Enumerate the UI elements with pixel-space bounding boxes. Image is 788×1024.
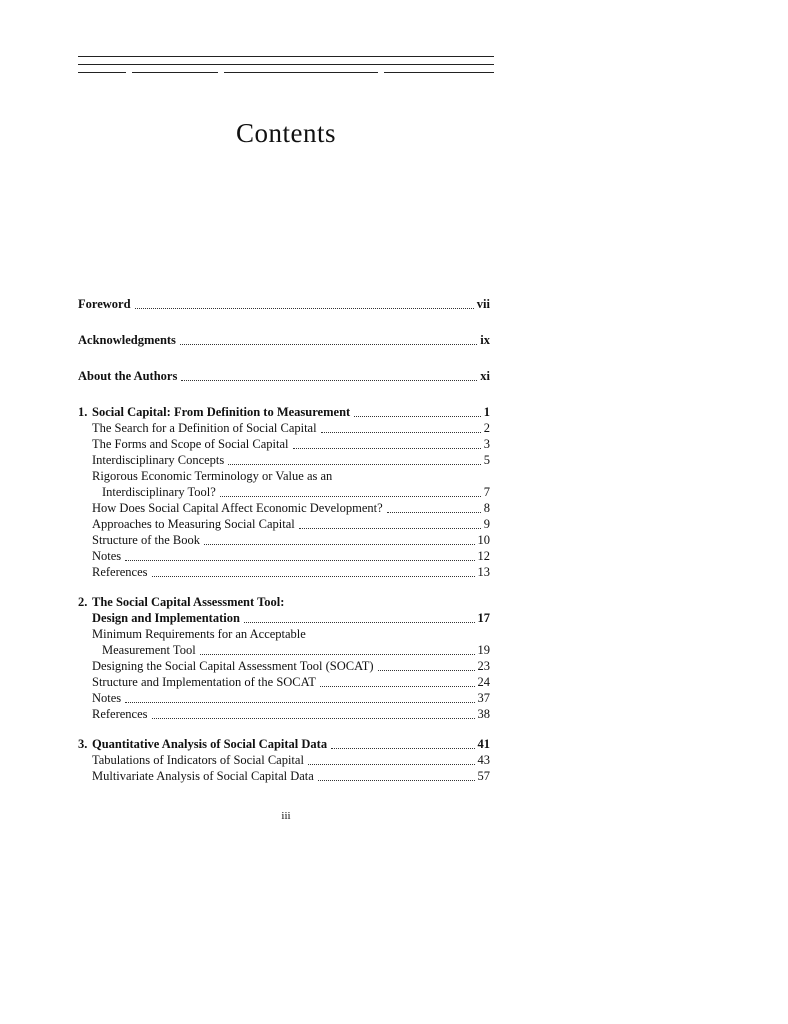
dot-leader: [125, 690, 474, 706]
chapter-title: The Social Capital Assessment Tool:: [92, 595, 285, 609]
toc-section-page: 7: [483, 485, 490, 499]
toc-entry-label: Foreword: [78, 297, 131, 311]
dot-leader: [320, 674, 475, 690]
toc-section-page: 23: [477, 659, 490, 673]
dot-leader: [387, 500, 481, 516]
toc-chapter-2[interactable]: [78, 610, 490, 626]
toc-section-label-line1[interactable]: Minimum Requirements for an Acceptable: [92, 627, 306, 641]
toc-section-label: Tabulations of Indicators of Social Capital: [92, 753, 304, 767]
chapter-title: Social Capital: From Definition to Measurement: [92, 405, 351, 419]
toc-section-label: Measurement Tool: [102, 643, 196, 657]
toc-section-page: 57: [477, 769, 490, 783]
toc-section-page: 8: [483, 501, 490, 515]
dot-leader: [125, 548, 474, 564]
toc-section-label: Notes: [92, 691, 122, 705]
dot-leader: [152, 706, 475, 722]
dot-leader: [378, 658, 475, 674]
dot-leader: [293, 436, 481, 452]
toc-entry-label: Acknowledgments: [78, 333, 176, 347]
toc-section[interactable]: [78, 452, 490, 468]
dot-leader: [228, 452, 480, 468]
header-rule-bottom: [78, 72, 494, 73]
toc-section-label: References: [92, 565, 148, 579]
toc-section-label: How Does Social Capital Affect Economic Development?: [92, 501, 383, 515]
toc-section-label: References: [92, 707, 148, 721]
toc-chapter-1[interactable]: [78, 404, 490, 420]
toc-section-label-line1[interactable]: Rigorous Economic Terminology or Value as an: [92, 469, 333, 483]
dot-leader: [135, 296, 474, 312]
toc-section-page: 13: [477, 565, 490, 579]
chapter-title: Design and Implementation: [92, 611, 240, 625]
toc-section-label: Interdisciplinary Tool?: [102, 485, 216, 499]
toc-chapter-2-title-line1[interactable]: [78, 594, 490, 610]
toc-section[interactable]: [78, 500, 490, 516]
chapter-number: 1.: [78, 405, 88, 419]
toc-section-page: 3: [483, 437, 490, 451]
table-of-contents: [78, 296, 490, 784]
toc-section-label: Interdisciplinary Concepts: [92, 453, 225, 467]
header-rules: [78, 54, 494, 76]
toc-section[interactable]: [78, 548, 490, 564]
toc-section-page: 43: [477, 753, 490, 767]
dot-leader: [331, 736, 474, 752]
toc-section[interactable]: [78, 516, 490, 532]
page-title: Contents: [235, 118, 336, 148]
toc-section-label: Approaches to Measuring Social Capital: [92, 517, 295, 531]
chapter-page: 17: [477, 611, 490, 625]
chapter-page: 1: [483, 405, 490, 419]
toc-section-page: 10: [477, 533, 490, 547]
dot-leader: [200, 642, 475, 658]
toc-entry-about-authors[interactable]: [78, 368, 490, 384]
chapter-number: 2.: [78, 595, 88, 609]
dot-leader: [204, 532, 475, 548]
toc-entry-label: About the Authors: [78, 369, 178, 383]
toc-entry-page: xi: [480, 369, 490, 383]
toc-section-label: The Forms and Scope of Social Capital: [92, 437, 289, 451]
chapter-title: Quantitative Analysis of Social Capital Data: [92, 737, 328, 751]
dot-leader: [220, 484, 481, 500]
toc-section-label: Structure of the Book: [92, 533, 200, 547]
toc-section[interactable]: [78, 706, 490, 722]
toc-entry-foreword[interactable]: [78, 296, 490, 312]
dot-leader: [180, 332, 477, 348]
toc-section[interactable]: [78, 436, 490, 452]
toc-section-page: 24: [477, 675, 490, 689]
toc-section-label: Designing the Social Capital Assessment Tool (SOCAT): [92, 659, 374, 673]
chapter-number: 3.: [78, 737, 88, 751]
toc-section[interactable]: [78, 484, 490, 500]
dot-leader: [321, 420, 481, 436]
toc-section[interactable]: [78, 752, 490, 768]
toc-section[interactable]: [78, 690, 490, 706]
toc-section[interactable]: [78, 420, 490, 436]
toc-section-page: 37: [477, 691, 490, 705]
dot-leader: [299, 516, 481, 532]
toc-chapter-3[interactable]: [78, 736, 490, 752]
toc-section-page: 19: [477, 643, 490, 657]
toc-entry-page: ix: [480, 333, 490, 347]
toc-section-page: 12: [477, 549, 490, 563]
toc-section-page: 38: [477, 707, 490, 721]
toc-entry-page: vii: [476, 297, 490, 311]
header-rule-middle: [78, 64, 494, 65]
toc-section-page: 5: [483, 453, 490, 467]
dot-leader: [181, 368, 477, 384]
toc-section-page: 9: [483, 517, 490, 531]
toc-entry-acknowledgments[interactable]: [78, 332, 490, 348]
toc-section[interactable]: [78, 768, 490, 784]
toc-section-label: Multivariate Analysis of Social Capital Data: [92, 769, 314, 783]
toc-section[interactable]: [78, 564, 490, 580]
toc-section[interactable]: [78, 642, 490, 658]
dot-leader: [308, 752, 475, 768]
toc-section-page: 2: [483, 421, 490, 435]
toc-section[interactable]: [78, 674, 490, 690]
toc-section-label: Structure and Implementation of the SOCAT: [92, 675, 316, 689]
toc-section[interactable]: [78, 658, 490, 674]
dot-leader: [152, 564, 475, 580]
toc-section-label: The Search for a Definition of Social Capital: [92, 421, 317, 435]
dot-leader: [354, 404, 481, 420]
dot-leader: [244, 610, 475, 626]
toc-section-label: Notes: [92, 549, 122, 563]
chapter-page: 41: [477, 737, 490, 751]
page-number: iii: [281, 810, 291, 822]
header-rule-top: [78, 56, 494, 57]
toc-section[interactable]: [78, 532, 490, 548]
dot-leader: [318, 768, 475, 784]
